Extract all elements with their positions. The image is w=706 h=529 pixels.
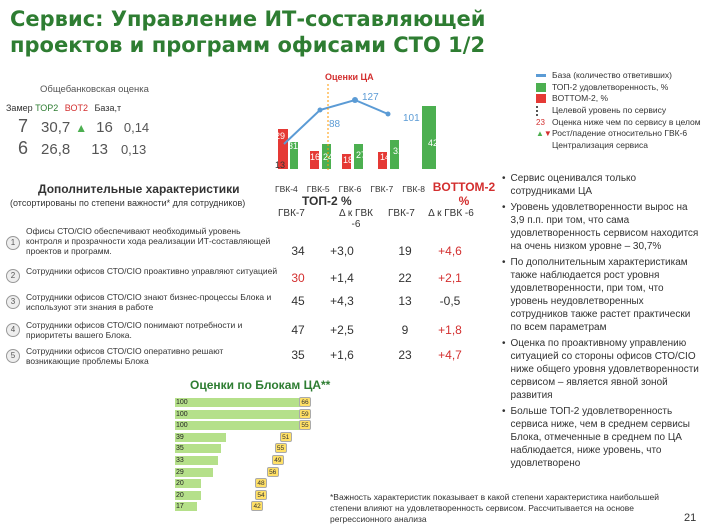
bullet-text: Оценка по проактивному управлению ситуацией со стороны офисов СТО/CIO ниже общего уровня удовлетворенности сервисом – является явной зоной развития (510, 338, 699, 401)
bot2-value: 16 (96, 119, 113, 136)
block-score: 66 (299, 397, 311, 407)
base-point-3 (386, 112, 391, 117)
block-score: 55 (275, 443, 287, 453)
x-tick-label: ГВК-6 (338, 184, 362, 194)
col-header: ГВК-7 (278, 208, 305, 219)
line-label-101: 101 (403, 113, 420, 124)
bullet-item: • По дополнительным характеристикам также наблюдается рост уровня удовлетворенности, при том, что уровень неудовлетворенных сотрудников также растет практически по всем параметрам (502, 256, 702, 334)
block-label: 100 (176, 422, 188, 430)
row-number: 2 (6, 269, 20, 283)
col-header: Δ к ГВК -6 (428, 208, 474, 219)
bottom2-gvk7: 23 (398, 348, 412, 362)
base-value: 0,14 (123, 120, 150, 135)
col-bot2: ВОТ2 (64, 103, 88, 113)
bottom2-gvk7: 13 (398, 294, 412, 308)
line-label-88: 88 (329, 119, 341, 130)
bullet-text: По дополнительным характеристикам также наблюдается рост уровня удовлетворенности, при том, что уровень неудовлетворенных сотрудников также растет практически по всем параметрам (510, 257, 691, 333)
x-tick-label: ГВК-8 (402, 184, 425, 194)
block-label: 35 (176, 445, 184, 453)
row-text: Сотрудники офисов СТО/CIO проактивно управляют ситуацией (26, 266, 278, 276)
up-down-arrows-icon: ▲▼ (536, 129, 552, 138)
bullet-text: Больше ТОП-2 удовлетворенность сервиса ниже, чем в среднем сервисы Блока, отмеченные в среднем по ЦА наблюдается, ниже уровень, что удовлетворено (510, 406, 690, 469)
top2-header: ТОП-2 % (302, 194, 352, 208)
row-number: 3 (6, 295, 20, 309)
legend-item (536, 82, 704, 93)
col-header: Δ к ГВК -6 (339, 208, 373, 230)
block-label: 100 (176, 399, 188, 406)
legend-item (536, 93, 704, 104)
x-tick-label: ГВК-5 (306, 184, 330, 194)
block-score: 49 (272, 455, 284, 465)
top2-value: 26,8 (41, 141, 71, 158)
block-label: 17 (176, 503, 184, 511)
x-tick-label: ГВК-7 (370, 184, 394, 194)
blocks-chart (0, 398, 340, 520)
bottom2-gvk7: 22 (398, 271, 412, 285)
centralization-icon (536, 141, 546, 150)
chart-title: Оценки ЦА (325, 72, 374, 82)
line-label-127: 127 (362, 92, 379, 103)
block-score: 55 (299, 420, 311, 430)
row-text: Сотрудники офисов СТО/CIO знают бизнес-процессы Блока и используют эти знания в работе (26, 292, 272, 312)
bullet-item: • Сервис оценивался только сотрудниками ЦА (502, 172, 702, 198)
legend-label: Оценка ниже чем по сервису в целом (552, 116, 701, 127)
bar-label-42: 42 (428, 138, 439, 148)
block-label: 39 (176, 433, 184, 441)
row-text: Офисы СТО/CIO обеспечивают необходимый уровень контроля и прозрачности хода реализации ИТ-составляющей проектов и программ. (26, 226, 271, 256)
bar-label-29: 29 (275, 131, 286, 141)
block-bar (175, 398, 305, 407)
bar-label-31b: 31 (393, 146, 404, 156)
page-title: Сервис: Управление ИТ-составляющей проектов и программ офисами СТО 1/2 (10, 7, 486, 57)
top2-delta: +2,5 (330, 323, 354, 337)
bot2-value: 13 (91, 141, 108, 158)
x-tick-label: ГВК-4 (275, 184, 298, 194)
bar-label-24: 24 (323, 152, 334, 162)
bullet-item: • Больше ТОП-2 удовлетворенность сервиса ниже, чем в среднем сервисы Блока, отмеченные в среднем по ЦА наблюдается, ниже уровень, что удовлетворено (502, 405, 702, 470)
overall-col-labels (6, 103, 121, 113)
top2-gvk7: 35 (291, 348, 305, 362)
param-row (0, 320, 470, 346)
zamer-value: 7 (18, 116, 29, 136)
base-point-1 (318, 108, 323, 113)
block-bar (175, 421, 305, 430)
bottom2-delta: -0,5 (439, 294, 461, 308)
up-arrow-icon: ▲ (75, 121, 88, 135)
block-score: 51 (280, 432, 292, 442)
legend-swatch-top2 (536, 83, 546, 92)
legend-item (536, 105, 704, 116)
row-number: 4 (6, 323, 20, 337)
col-zamer: Замер (6, 103, 33, 113)
param-row (0, 292, 470, 318)
block-label: 33 (176, 457, 184, 464)
bar-label-16: 16 (310, 152, 321, 162)
bar-label-14: 14 (380, 152, 391, 162)
top2-delta: +3,0 (330, 244, 354, 258)
bullet-text: Сервис оценивался только сотрудниками ЦА (510, 173, 637, 197)
bottom2-delta: +1,8 (438, 323, 462, 337)
bottom2-header: BOTTOM-2 % (432, 180, 496, 208)
bar-label-13: 13 (275, 160, 286, 170)
overall-row-2 (18, 138, 146, 159)
top2-delta: +4,3 (330, 294, 354, 308)
zamer-value: 6 (18, 138, 29, 158)
col-top2: ТОР2 (35, 103, 59, 113)
bullet-item: • Уровень удовлетворенности вырос на 3,9 п.п. при том, что сама удовлетворенность сервисом находится на очень низком уровне – 30,7% (502, 201, 702, 253)
block-score: 59 (299, 409, 311, 419)
legend-label: BOTTOM-2, % (552, 93, 609, 103)
summary-bullets (502, 172, 702, 470)
bottom2-delta: +4,7 (438, 348, 462, 362)
overall-header: Общебанковская оценка (40, 84, 149, 95)
top2-gvk7: 30 (291, 271, 305, 285)
bar-label-31: 31 (288, 141, 299, 151)
top2-delta: +1,6 (330, 348, 354, 362)
legend-swatch-bottom2 (536, 94, 546, 103)
legend-label: База (количество ответивших) (552, 70, 673, 80)
bar-label-27: 27 (356, 150, 367, 160)
bottom2-delta: +4,6 (438, 244, 462, 258)
overall-row-1 (18, 116, 149, 137)
top2-delta: +1,4 (330, 271, 354, 285)
row-text: Сотрудники офисов СТО/CIO понимают потребности и приоритеты вашего Блока. (26, 320, 243, 340)
top2-gvk7: 47 (291, 323, 305, 337)
base-value: 0,13 (120, 142, 147, 157)
col-base: База,т (94, 103, 122, 113)
chart-legend (536, 70, 704, 151)
row-number: 1 (6, 236, 20, 250)
legend-swatch-base (536, 74, 546, 77)
block-bar (175, 410, 305, 419)
legend-label: Централизация сервиса (552, 139, 648, 150)
legend-item (536, 140, 704, 151)
bottom2-delta: +2,1 (438, 271, 462, 285)
legend-item (536, 128, 704, 139)
bottom2-gvk7: 19 (398, 244, 412, 258)
base-point-2 (352, 97, 358, 103)
top2-gvk7: 34 (291, 244, 305, 258)
legend-swatch-target (536, 106, 546, 116)
top2-gvk7: 45 (291, 294, 305, 308)
block-label: 20 (176, 491, 184, 499)
legend-item (536, 70, 704, 81)
additional-subheading: (отсортированы по степени важности* для сотрудников) (10, 198, 246, 208)
row-text: Сотрудники офисов СТО/CIO оперативно решают возникающие проблемы Блока (26, 346, 224, 366)
top2-value: 30,7 (41, 119, 71, 136)
legend-item (536, 117, 704, 128)
legend-label: Целевой уровень по сервису (552, 104, 667, 115)
bullet-item: • Оценка по проактивному управлению ситуацией со стороны офисов СТО/CIO ниже общего уровня удовлетворенности сервисом – является явной зоной развития (502, 337, 702, 402)
additional-heading: Дополнительные характеристики (38, 182, 240, 196)
legend-label: ТОП-2 удовлетворенность, % (552, 81, 669, 92)
block-score: 56 (267, 467, 279, 477)
blocks-title: Оценки по Блокам ЦА** (190, 378, 331, 392)
block-label: 29 (176, 468, 184, 476)
row-number: 5 (6, 349, 20, 363)
bottom2-gvk7: 9 (401, 323, 409, 337)
block-score: 48 (255, 478, 267, 488)
col-header: ГВК-7 (388, 208, 415, 219)
block-score: 42 (251, 501, 263, 511)
param-row (0, 226, 470, 258)
param-row (0, 346, 470, 372)
legend-marker-below: 23 (536, 117, 545, 127)
block-label: 20 (176, 480, 184, 488)
page-number: 21 (684, 512, 697, 524)
bar-label-18: 18 (343, 155, 354, 165)
block-score: 54 (255, 490, 267, 500)
footnote: *Важность характеристик показывает в какой степени характеристика наибольшей степени влияют на удовлетворенность сервисом. Рассчитывается на основе регрессионного анализа (330, 492, 659, 524)
legend-label: Рост/падение относительно ГВК-6 (552, 128, 688, 138)
param-row (0, 266, 470, 292)
bullet-text: Уровень удовлетворенности вырос на 3,9 п.п. при том, что сама удовлетворенность сервисом находится на очень низком уровне – 30,7% (510, 202, 699, 252)
block-label: 100 (176, 410, 188, 418)
